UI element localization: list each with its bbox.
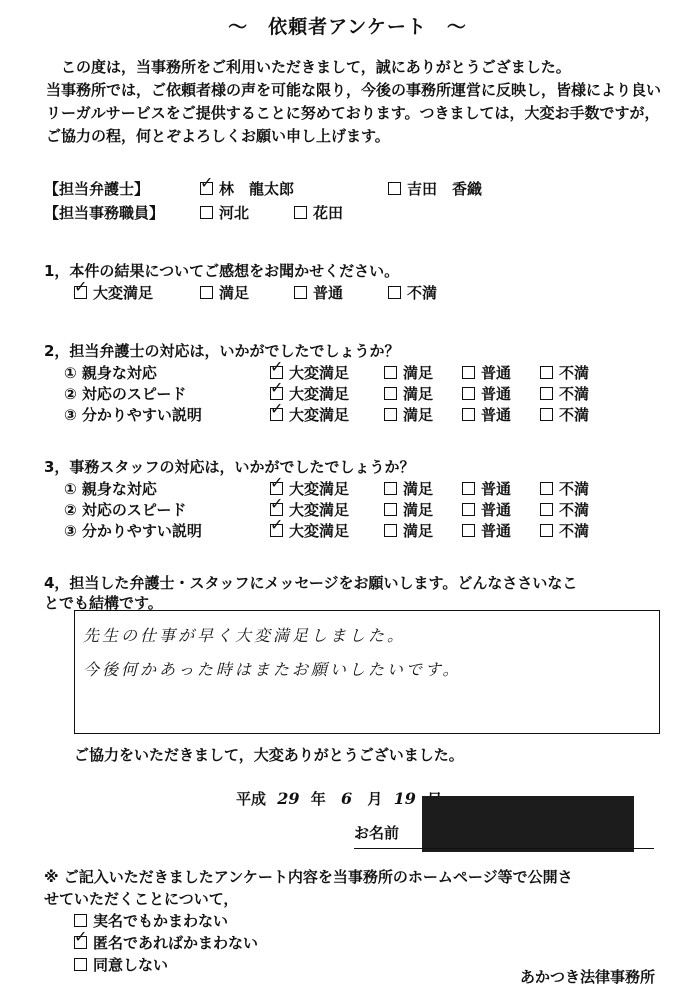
q2-item-label: ① 親身な対応	[64, 364, 157, 382]
q4-question-line-2: とでも結構です。	[44, 594, 163, 612]
option-label: 普通	[481, 406, 512, 424]
q3-item-3-option-1[interactable]	[270, 520, 349, 541]
option-label: 大変満足	[289, 364, 350, 382]
q2-item-3-option-1[interactable]	[270, 404, 349, 425]
q2-item-3-option-2[interactable]	[384, 404, 433, 425]
q1-option-4[interactable]	[388, 282, 437, 303]
message-box[interactable]	[74, 610, 660, 734]
checkbox-icon[interactable]	[462, 524, 475, 537]
q2-item-3-option-3[interactable]	[462, 404, 511, 425]
q3-item-label: ① 親身な対応	[64, 480, 157, 498]
checkbox-icon[interactable]	[462, 503, 475, 516]
date-era: 平成	[236, 790, 267, 808]
date-line[interactable]	[236, 788, 442, 809]
checkbox-icon[interactable]	[200, 206, 213, 219]
option-label: 不満	[559, 364, 590, 382]
checkbox-icon[interactable]	[294, 206, 307, 219]
option-label: 満足	[403, 385, 434, 403]
option-label: 満足	[403, 501, 434, 519]
option-label: 普通	[481, 480, 512, 498]
checkbox-icon[interactable]	[384, 524, 397, 537]
intro-text	[46, 56, 666, 148]
clerk-name: 花田	[313, 204, 344, 222]
lawyer-label: 【担当弁護士】	[44, 180, 150, 198]
q2-item-label: ③ 分かりやすい説明	[64, 406, 202, 424]
clerk-option-2[interactable]	[294, 202, 343, 223]
checkbox-icon[interactable]	[384, 387, 397, 400]
checkbox-icon[interactable]	[384, 482, 397, 495]
checkbox-icon[interactable]	[294, 286, 307, 299]
option-label: 大変満足	[93, 284, 154, 302]
option-label: 不満	[559, 406, 590, 424]
checkbox-checked-icon[interactable]	[270, 524, 283, 537]
checkbox-icon[interactable]	[462, 482, 475, 495]
q1-question: 1，本件の結果についてご感想をお聞かせください。	[44, 262, 400, 280]
option-label: 満足	[403, 364, 434, 382]
lawyer-option-1[interactable]	[200, 178, 294, 199]
checkbox-icon[interactable]	[200, 286, 213, 299]
checkbox-icon[interactable]	[540, 387, 553, 400]
message-line-1: 先生の仕事が早く大変満足しました。	[83, 626, 407, 645]
checkbox-icon[interactable]	[540, 503, 553, 516]
q3-item-1-option-3[interactable]	[462, 478, 511, 499]
checkbox-icon[interactable]	[74, 958, 87, 971]
checkbox-icon[interactable]	[388, 286, 401, 299]
q3-item-1-option-2[interactable]	[384, 478, 433, 499]
name-label: お名前	[354, 824, 400, 842]
checkbox-icon[interactable]	[462, 366, 475, 379]
q2-item-2-option-4[interactable]	[540, 383, 589, 404]
date-year-unit: 年	[310, 790, 326, 808]
intro-line-2: 当事務所では，ご依頼者様の声を可能な限り，今後の事務所運営に反映し，皆様により良いリーガルサービスをご提供することに努めております。つきましては，大変お手数ですが，ご協力の程，何とぞよろしくお願い申し上げます。	[46, 81, 662, 145]
checkbox-checked-icon[interactable]	[270, 408, 283, 421]
option-label: 普通	[481, 501, 512, 519]
q3-item-label: ③ 分かりやすい説明	[64, 522, 202, 540]
q1-option-1[interactable]	[74, 282, 153, 303]
q3-item-3-option-4[interactable]	[540, 520, 589, 541]
publish-option-1[interactable]	[74, 910, 228, 931]
option-label: 匿名であればかまわない	[93, 934, 259, 952]
clerk-label: 【担当事務職員】	[44, 204, 165, 222]
clerk-name: 河北	[219, 204, 250, 222]
checkbox-icon[interactable]	[540, 408, 553, 421]
survey-title: ～ 依頼者アンケート ～	[228, 16, 467, 38]
q2-item-label: ② 対応のスピード	[64, 385, 187, 403]
checkbox-checked-icon[interactable]	[74, 936, 87, 949]
option-label: 不満	[407, 284, 438, 302]
option-label: 実名でもかまわない	[93, 912, 229, 930]
q3-item-label: ② 対応のスピード	[64, 501, 187, 519]
clerk-option-1[interactable]	[200, 202, 249, 223]
option-label: 大変満足	[289, 480, 350, 498]
q1-option-2[interactable]	[200, 282, 249, 303]
checkbox-icon[interactable]	[384, 503, 397, 516]
checkbox-icon[interactable]	[540, 524, 553, 537]
checkbox-icon[interactable]	[540, 366, 553, 379]
date-year[interactable]: 29	[277, 789, 300, 808]
checkbox-checked-icon[interactable]	[74, 286, 87, 299]
q2-item-1-option-4[interactable]	[540, 362, 589, 383]
date-month[interactable]: 6	[341, 789, 353, 808]
option-label: 不満	[559, 501, 590, 519]
option-label: 普通	[481, 385, 512, 403]
publish-note-line-2: せていただくことについて，	[44, 890, 239, 908]
q4-question-line-1: 4，担当した弁護士・スタッフにメッセージをお願いします。どんなささいなこ	[44, 574, 578, 592]
firm-name: あかつき法律事務所	[520, 968, 656, 986]
option-label: 大変満足	[289, 385, 350, 403]
q2-item-2-option-3[interactable]	[462, 383, 511, 404]
intro-line-1: この度は，当事務所をご利用いただきまして，誠にありがとうござました。	[46, 58, 571, 76]
checkbox-checked-icon[interactable]	[200, 182, 213, 195]
checkbox-icon[interactable]	[540, 482, 553, 495]
date-month-unit: 月	[367, 790, 383, 808]
option-label: 不満	[559, 522, 590, 540]
message-line-2: 今後何かあった時はまたお願いしたいです。	[83, 660, 462, 679]
q3-item-2-option-2[interactable]	[384, 499, 433, 520]
option-label: 同意しない	[93, 956, 169, 974]
lawyer-name: 林 龍太郎	[219, 180, 295, 198]
option-label: 大変満足	[289, 522, 350, 540]
q3-item-1-option-4[interactable]	[540, 478, 589, 499]
option-label: 大変満足	[289, 501, 350, 519]
q2-question: 2，担当弁護士の対応は，いかがでしたでしょうか？	[44, 342, 400, 360]
option-label: 満足	[403, 522, 434, 540]
q3-item-2-option-3[interactable]	[462, 499, 511, 520]
date-day[interactable]: 19	[393, 789, 416, 808]
q3-item-3-option-3[interactable]	[462, 520, 511, 541]
q2-item-1-option-2[interactable]	[384, 362, 433, 383]
name-underline	[354, 848, 654, 849]
option-label: 大変満足	[289, 406, 350, 424]
option-label: 普通	[481, 522, 512, 540]
thanks-text: ご協力をいただきまして，大変ありがとうございました。	[74, 746, 464, 764]
checkbox-icon[interactable]	[462, 387, 475, 400]
q3-item-2-option-4[interactable]	[540, 499, 589, 520]
option-label: 不満	[559, 480, 590, 498]
option-label: 普通	[313, 284, 344, 302]
checkbox-icon[interactable]	[384, 408, 397, 421]
checkbox-icon[interactable]	[462, 408, 475, 421]
checkbox-icon[interactable]	[74, 914, 87, 927]
checkbox-icon[interactable]	[384, 366, 397, 379]
redacted-name	[422, 796, 634, 852]
option-label: 満足	[219, 284, 250, 302]
q2-item-1-option-3[interactable]	[462, 362, 511, 383]
checkbox-icon[interactable]	[388, 182, 401, 195]
lawyer-name: 吉田 香織	[407, 180, 483, 198]
q1-option-3[interactable]	[294, 282, 343, 303]
q2-item-3-option-4[interactable]	[540, 404, 589, 425]
publish-option-2[interactable]	[74, 932, 258, 953]
q2-item-2-option-2[interactable]	[384, 383, 433, 404]
option-label: 満足	[403, 406, 434, 424]
q3-question: 3，事務スタッフの対応は，いかがでしたでしょうか？	[44, 458, 415, 476]
lawyer-option-2[interactable]	[388, 178, 482, 199]
option-label: 普通	[481, 364, 512, 382]
publish-option-3[interactable]	[74, 954, 168, 975]
publish-note-line-1: ※ ご記入いただきましたアンケート内容を当事務所のホームページ等で公開さ	[44, 868, 573, 886]
option-label: 満足	[403, 480, 434, 498]
option-label: 不満	[559, 385, 590, 403]
q3-item-3-option-2[interactable]	[384, 520, 433, 541]
